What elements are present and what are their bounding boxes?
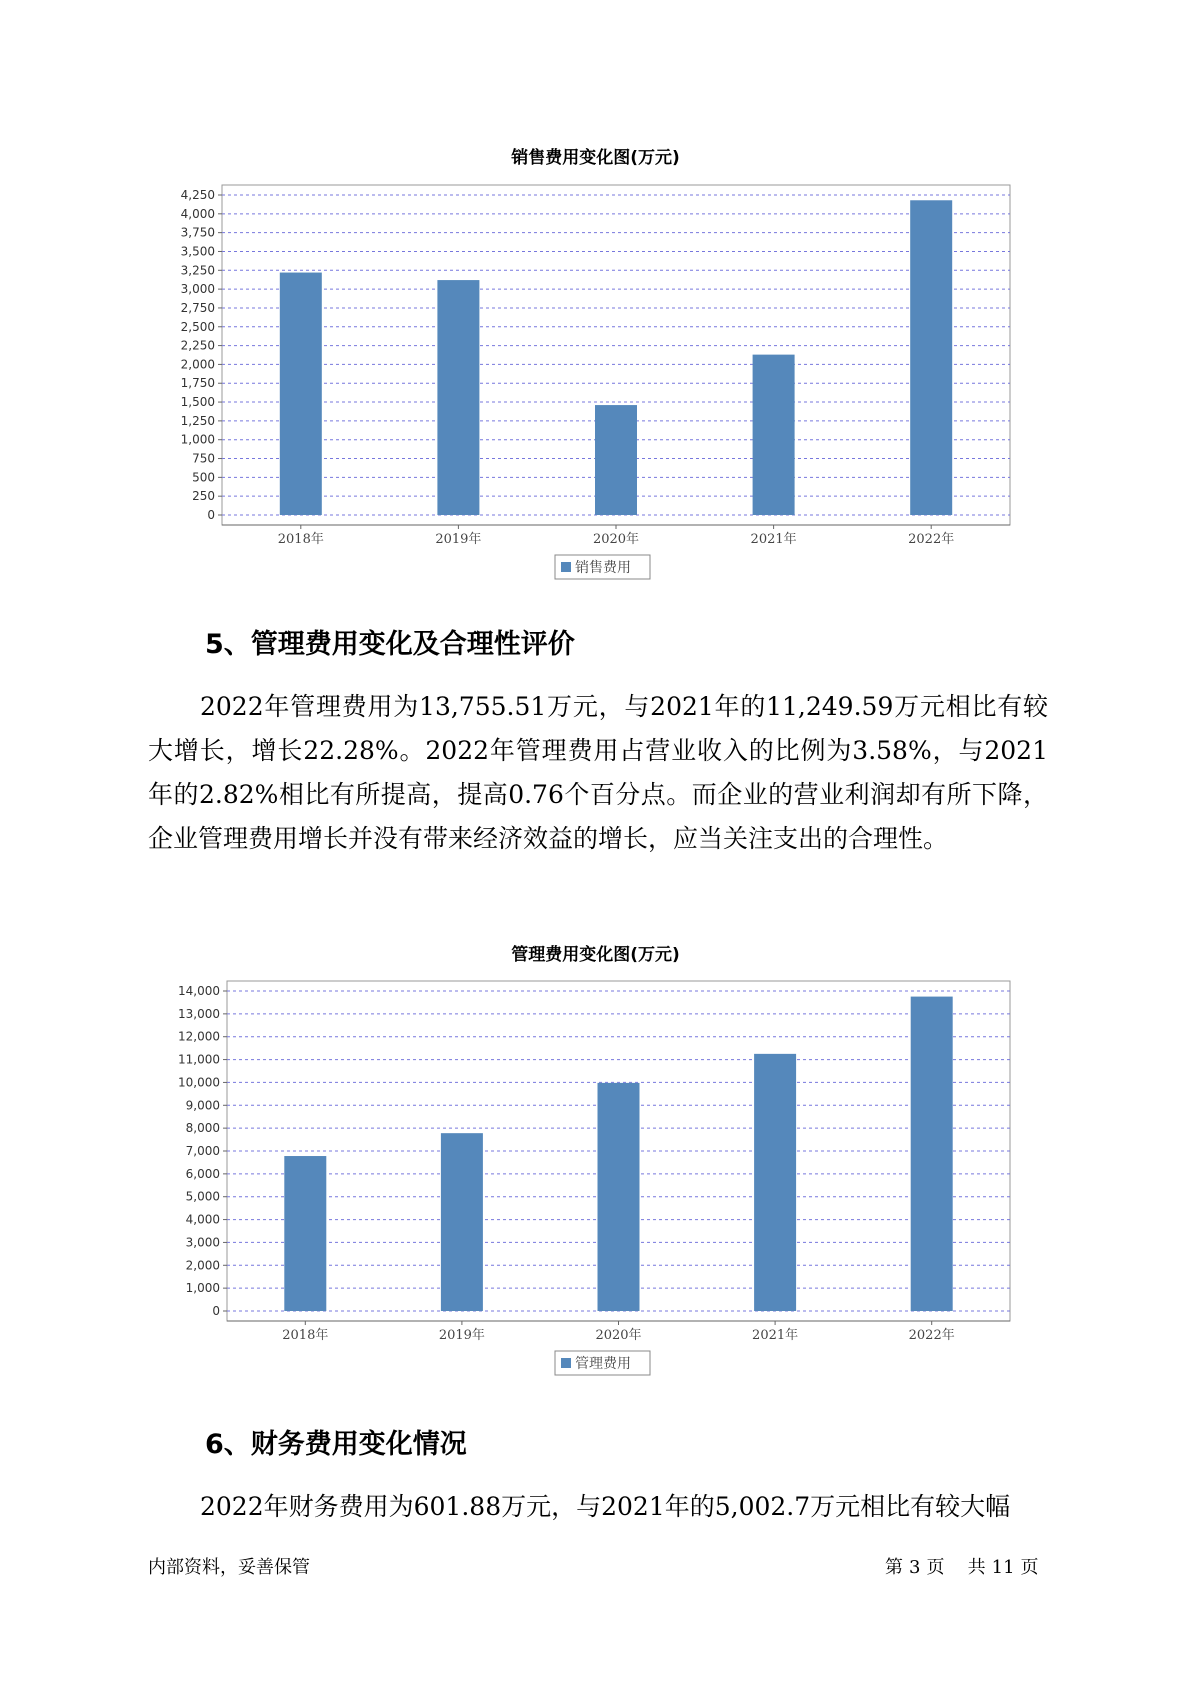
y-tick-label: 500	[192, 470, 215, 485]
x-tick-label: 2020年	[595, 1328, 642, 1343]
y-tick-label: 3,500	[180, 244, 215, 259]
y-tick-label: 3,000	[185, 1235, 220, 1250]
y-tick-label: 2,000	[185, 1258, 220, 1273]
page-label: 第	[885, 1557, 903, 1578]
bar-2018年	[284, 1156, 326, 1311]
y-tick-label: 1,750	[180, 376, 215, 391]
bar-2022年	[911, 997, 953, 1311]
x-tick-label: 2022年	[908, 532, 955, 547]
y-tick-label: 2,500	[180, 319, 215, 334]
y-tick-label: 7,000	[185, 1144, 220, 1158]
y-tick-label: 11,000	[178, 1052, 220, 1067]
total-label: 共	[967, 1557, 986, 1578]
y-tick-label: 3,000	[180, 282, 215, 297]
y-tick-label: 0	[212, 1304, 220, 1318]
footer-page-info	[885, 1553, 1045, 1579]
y-tick-label: 4,250	[180, 188, 215, 202]
y-tick-label: 0	[207, 508, 215, 522]
section-5-heading: 5、管理费用变化及合理性评价	[205, 629, 575, 660]
bar-2019年	[441, 1133, 483, 1311]
bar-2020年	[595, 405, 637, 515]
legend-swatch	[561, 1358, 571, 1368]
y-tick-label: 250	[192, 489, 215, 504]
page-unit: 页	[926, 1557, 945, 1578]
y-tick-label: 9,000	[185, 1098, 220, 1113]
chart-title-admin: 管理费用变化图(万元)	[511, 945, 680, 965]
y-tick-label: 1,250	[180, 413, 215, 428]
y-tick-label: 2,250	[180, 338, 215, 353]
admin-expense-chart	[0, 960, 1191, 1372]
section-6-paragraph: 2022年财务费用为601.88万元，与2021年的5,002.7万元相比有较大幅	[200, 1492, 1011, 1521]
y-tick-label: 13,000	[178, 1006, 220, 1021]
y-tick-label: 10,000	[178, 1075, 220, 1090]
y-tick-label: 1,000	[185, 1281, 220, 1296]
x-tick-label: 2021年	[750, 532, 797, 547]
y-tick-label: 2,000	[180, 357, 215, 372]
y-tick-label: 3,250	[180, 263, 215, 278]
footer-confidential: 内部资料，妥善保管	[148, 1557, 310, 1578]
x-tick-label: 2021年	[752, 1328, 799, 1343]
y-tick-label: 8,000	[185, 1121, 220, 1136]
x-tick-label: 2018年	[277, 532, 324, 547]
y-tick-label: 750	[192, 451, 215, 466]
legend-label: 管理费用	[575, 1356, 631, 1372]
x-tick-label: 2019年	[438, 1328, 485, 1343]
chart-title-sales: 销售费用变化图(万元)	[511, 148, 680, 168]
total-unit: 页	[1020, 1557, 1039, 1578]
y-tick-label: 3,750	[180, 225, 215, 240]
sales-expense-chart	[0, 160, 1191, 576]
bar-2021年	[754, 1054, 796, 1311]
total-pages: 11	[991, 1557, 1015, 1578]
y-tick-label: 14,000	[178, 984, 220, 998]
legend-swatch	[561, 562, 571, 572]
bar-2018年	[280, 273, 322, 515]
legend-label: 销售费用	[575, 560, 631, 576]
x-tick-label: 2022年	[908, 1328, 955, 1343]
y-tick-label: 4,000	[180, 206, 215, 221]
bar-2022年	[910, 200, 952, 515]
y-tick-label: 2,750	[180, 300, 215, 315]
x-tick-label: 2020年	[592, 532, 640, 547]
x-tick-label: 2019年	[435, 532, 482, 547]
y-tick-label: 1,500	[180, 395, 215, 410]
y-tick-label: 1,000	[180, 432, 215, 447]
section-5-paragraph: 2022年管理费用为13,755.51万元，与2021年的11,249.59万元相比有较大增长，增长22.28%。2022年管理费用占营业收入的比例为3.58%，与2021年的2.82%相比有所提高，提高0.76个百分点。而企业的营业利润却有所下降，企业管理费用增长并没有带来经济效益的增长，应当关注支出的合理性。	[148, 692, 1048, 853]
y-tick-label: 12,000	[178, 1029, 220, 1044]
y-tick-label: 4,000	[185, 1212, 220, 1227]
bar-2020年	[598, 1083, 640, 1311]
bar-2019年	[437, 280, 479, 515]
section-6-heading: 6、财务费用变化情况	[205, 1429, 467, 1460]
y-tick-label: 5,000	[185, 1189, 220, 1204]
y-tick-label: 6,000	[185, 1166, 220, 1181]
bar-2021年	[753, 355, 795, 515]
x-tick-label: 2018年	[282, 1328, 329, 1343]
page-number: 3	[909, 1557, 921, 1578]
